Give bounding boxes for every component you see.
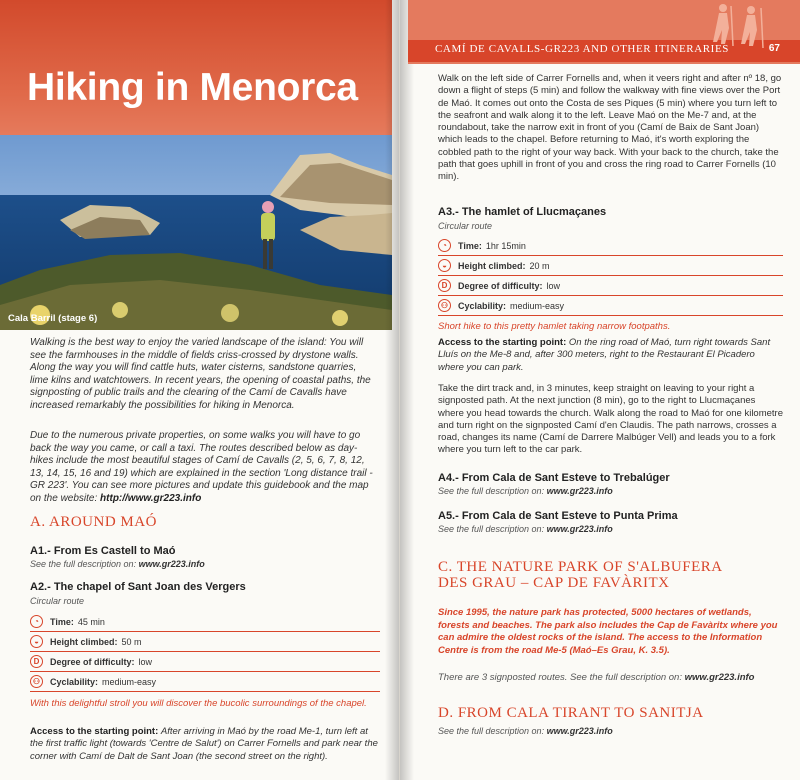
site-link[interactable]: www.gr223.info xyxy=(546,726,613,736)
site-link[interactable]: www.gr223.info xyxy=(546,524,613,534)
see-full-label: See the full description on: xyxy=(30,559,137,569)
height-row: ◒ Height climbed: 50 m xyxy=(30,632,380,652)
page-title: Hiking in Menorca xyxy=(27,66,358,109)
running-head: CAMÍ DE CAVALLS-GR223 AND OTHER ITINERARIES xyxy=(435,43,729,55)
see-full-label: See the full description on: xyxy=(438,524,545,534)
right-gutter-shadow xyxy=(400,0,414,780)
section-heading-a: A. AROUND MAÓ xyxy=(30,514,157,530)
c-note-text: There are 3 signposted routes. See the full description on: xyxy=(438,672,682,683)
bicycle-icon: ⚇ xyxy=(438,299,451,312)
intro-paragraph-1: Walking is the best way to enjoy the varied landscape of the island: You will see the farmhouses in the middle of fields criss-crossed by drystone walls. Along the way you will find cattle huts, water cisterns, sandstone quarries, lime kilns and watchtowers. In recent years, the opening of coastal paths, the signposting of public trails and the clearing of the Camí de Cavalls have increased remarkably the possibilities for hiking in Menorca. xyxy=(30,337,371,411)
section-heading-d: D. FROM CALA TIRANT TO SANITJA xyxy=(438,705,704,721)
a2-lead: With this delightful stroll you will discover the bucolic surroundings of the chapel. xyxy=(30,698,367,709)
height-icon: ◒ xyxy=(30,635,43,648)
a2-access xyxy=(30,726,380,763)
route-title-a3: A3.- The hamlet of Llucmaçanes xyxy=(438,206,607,218)
time-row: ◔ Time: 45 min xyxy=(30,612,380,632)
section-c-line-2: DES GRAU – CAP DE FAVÀRITX xyxy=(438,575,670,591)
intro-paragraph-2 xyxy=(30,430,375,506)
a2-continued-paragraph: Walk on the left side of Carrer Fornells and, when it veers right and after nº 18, go down a flight of steps (5 min) and follow the walkway with fine views over the Port de Maó. It comes out onto the Costa de ses Piques (5 min) where you turn left to the seafront and walk along it to the left. Leave Maó on the Me-7 and, at the roundabout, take the narrow exit in front of you (Camí de Baix de Sant Joan) which leads to the chapel. Before returning to Maó, it's worth exploring the cobbled path to the right of your way back. With your back to the church, take the path that goes uphill in front of you and cross the ring road to Carrer Fornells (10 min). xyxy=(438,73,782,183)
a1-see-full xyxy=(30,559,205,569)
a3-info-table xyxy=(438,236,783,316)
access-label: Access to the starting point: xyxy=(438,337,567,348)
time-row: ◔ Time: 1hr 15min xyxy=(438,236,783,256)
photo-caption: Cala Barril (stage 6) xyxy=(8,313,98,324)
clock-icon: ◔ xyxy=(438,239,451,252)
site-link[interactable]: www.gr223.info xyxy=(138,559,205,569)
route-title-a1: A1.- From Es Castell to Maó xyxy=(30,545,176,557)
c-lead: Since 1995, the nature park has protected, 5000 hectares of wetlands, forests and beaches. The park also includes the Cap de Favàritx where you can admire the oldest rocks of the island. The access to the Information Centre is from the road Me-5 (Maó–Es Grau, K. 3.5). xyxy=(438,607,778,656)
access-text: On the ring road of Maó, turn right towards Sant Lluís on the Me-8 and, after 300 meters, right to the Restaurant El Picadero where you can park. xyxy=(438,337,771,373)
site-link[interactable]: www.gr223.info xyxy=(684,672,755,683)
cyclability-row: ⚇ Cyclability: medium-easy xyxy=(30,672,380,692)
cyclability-row: ⚇ Cyclability: medium-easy xyxy=(438,296,783,316)
d-see-full xyxy=(438,726,613,736)
a5-see-full xyxy=(438,524,613,534)
page-number: 67 xyxy=(768,43,780,54)
a3-lead: Short hike to this pretty hamlet taking narrow footpaths. xyxy=(438,321,671,332)
height-row: ◒ Height climbed: 20 m xyxy=(438,256,783,276)
a4-see-full xyxy=(438,486,613,496)
a3-subtitle: Circular route xyxy=(438,221,493,231)
a3-directions: Take the dirt track and, in 3 minutes, keep straight on leaving to your right a signposted path. At the next junction (8 min), go to the right to Llucmaçanes where you head towards the church. Walk along the road to Maó for one kilometre and turn right on the signposted Camí d'en Claudis. The path narrows, crosses a road, changes its name (Camí de Darrere Malbúger Vell) and leads you to a fork where you turn left to the car park. xyxy=(438,383,784,456)
left-gutter-shadow xyxy=(385,0,399,780)
a3-access xyxy=(438,337,783,374)
website-link[interactable]: http://www.gr223.info xyxy=(100,492,202,504)
difficulty-icon: D xyxy=(438,279,451,292)
difficulty-icon: D xyxy=(30,655,43,668)
see-full-label: See the full description on: xyxy=(438,486,545,496)
intro-text-2: Due to the numerous private properties, on some walks you will have to go back the way you came, or call a taxi. The routes described below as day-hikes include the most beautiful stages of Camí de Cavalls (2, 5, 6, 7, 8, 12, 13, 14, 15, 16 and 19) which are explained in the section 'Long distance trail - GR 223'. You can see more pictures and update this guidebook and the map on the website: xyxy=(30,430,373,504)
see-full-label: See the full description on: xyxy=(438,726,545,736)
a2-info-table xyxy=(30,612,380,692)
difficulty-row: D Degree of difficulty: low xyxy=(30,652,380,672)
clock-icon: ◔ xyxy=(30,615,43,628)
access-label: Access to the starting point: xyxy=(30,726,159,737)
landscape-photo xyxy=(0,135,392,330)
difficulty-row: D Degree of difficulty: low xyxy=(438,276,783,296)
route-title-a2: A2.- The chapel of Sant Joan des Vergers xyxy=(30,581,246,593)
section-c-line-1: C. THE NATURE PARK OF S'ALBUFERA xyxy=(438,559,723,575)
route-title-a4: A4.- From Cala de Sant Esteve to Trebalúger xyxy=(438,472,670,484)
height-icon: ◒ xyxy=(438,259,451,272)
bicycle-icon: ⚇ xyxy=(30,675,43,688)
c-note xyxy=(438,672,754,683)
access-text: After arriving in Maó by the road Me-1, turn left at the first traffic light (towards 'Centre de Salut') on Carrer Fornells and park near the corner with Camí de Dalt de Sant Joan (the second street on the right). xyxy=(30,726,378,762)
a2-subtitle: Circular route xyxy=(30,596,85,606)
site-link[interactable]: www.gr223.info xyxy=(546,486,613,496)
route-title-a5: A5.- From Cala de Sant Esteve to Punta Prima xyxy=(438,510,678,522)
section-heading-c xyxy=(438,559,723,591)
